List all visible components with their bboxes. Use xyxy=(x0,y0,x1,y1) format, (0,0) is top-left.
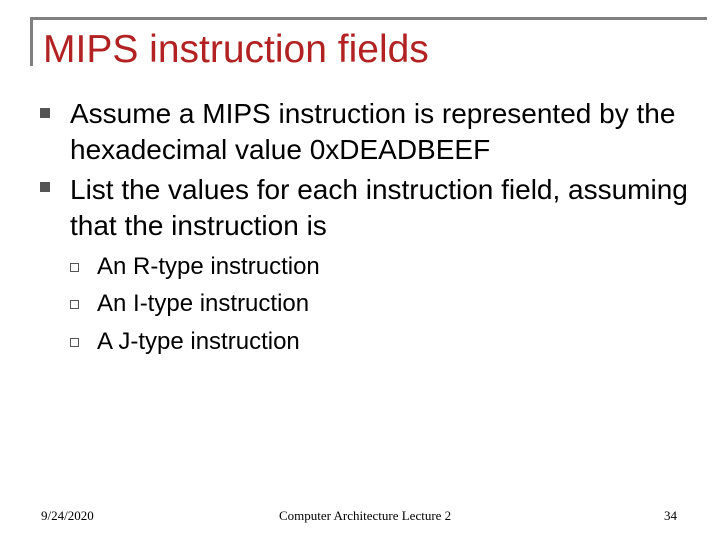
sub-bullet-text: An I-type instruction xyxy=(97,290,310,317)
square-bullet-icon xyxy=(40,182,50,192)
footer-course-title: Computer Architecture Lecture 2 xyxy=(279,508,452,523)
footer-page-number: 34 xyxy=(664,508,677,523)
sub-bullet-text: An R-type instruction xyxy=(97,253,320,280)
bullet-text: List the values for each instruction field, assuming that the instruction is xyxy=(70,174,688,241)
hollow-square-bullet-icon xyxy=(70,338,79,347)
hollow-square-bullet-icon xyxy=(70,300,79,309)
hollow-square-bullet-icon xyxy=(70,263,79,272)
footer-date: 9/24/2020 xyxy=(41,508,94,523)
title-frame-left-line xyxy=(30,17,33,66)
sub-bullet-text: A J-type instruction xyxy=(97,328,300,355)
title-frame-top-line xyxy=(30,17,707,20)
slide-title: MIPS instruction fields xyxy=(43,28,429,71)
bullet-text: Assume a MIPS instruction is represented by the hexadecimal value 0xDEADBEEF xyxy=(70,98,676,165)
square-bullet-icon xyxy=(40,108,50,118)
